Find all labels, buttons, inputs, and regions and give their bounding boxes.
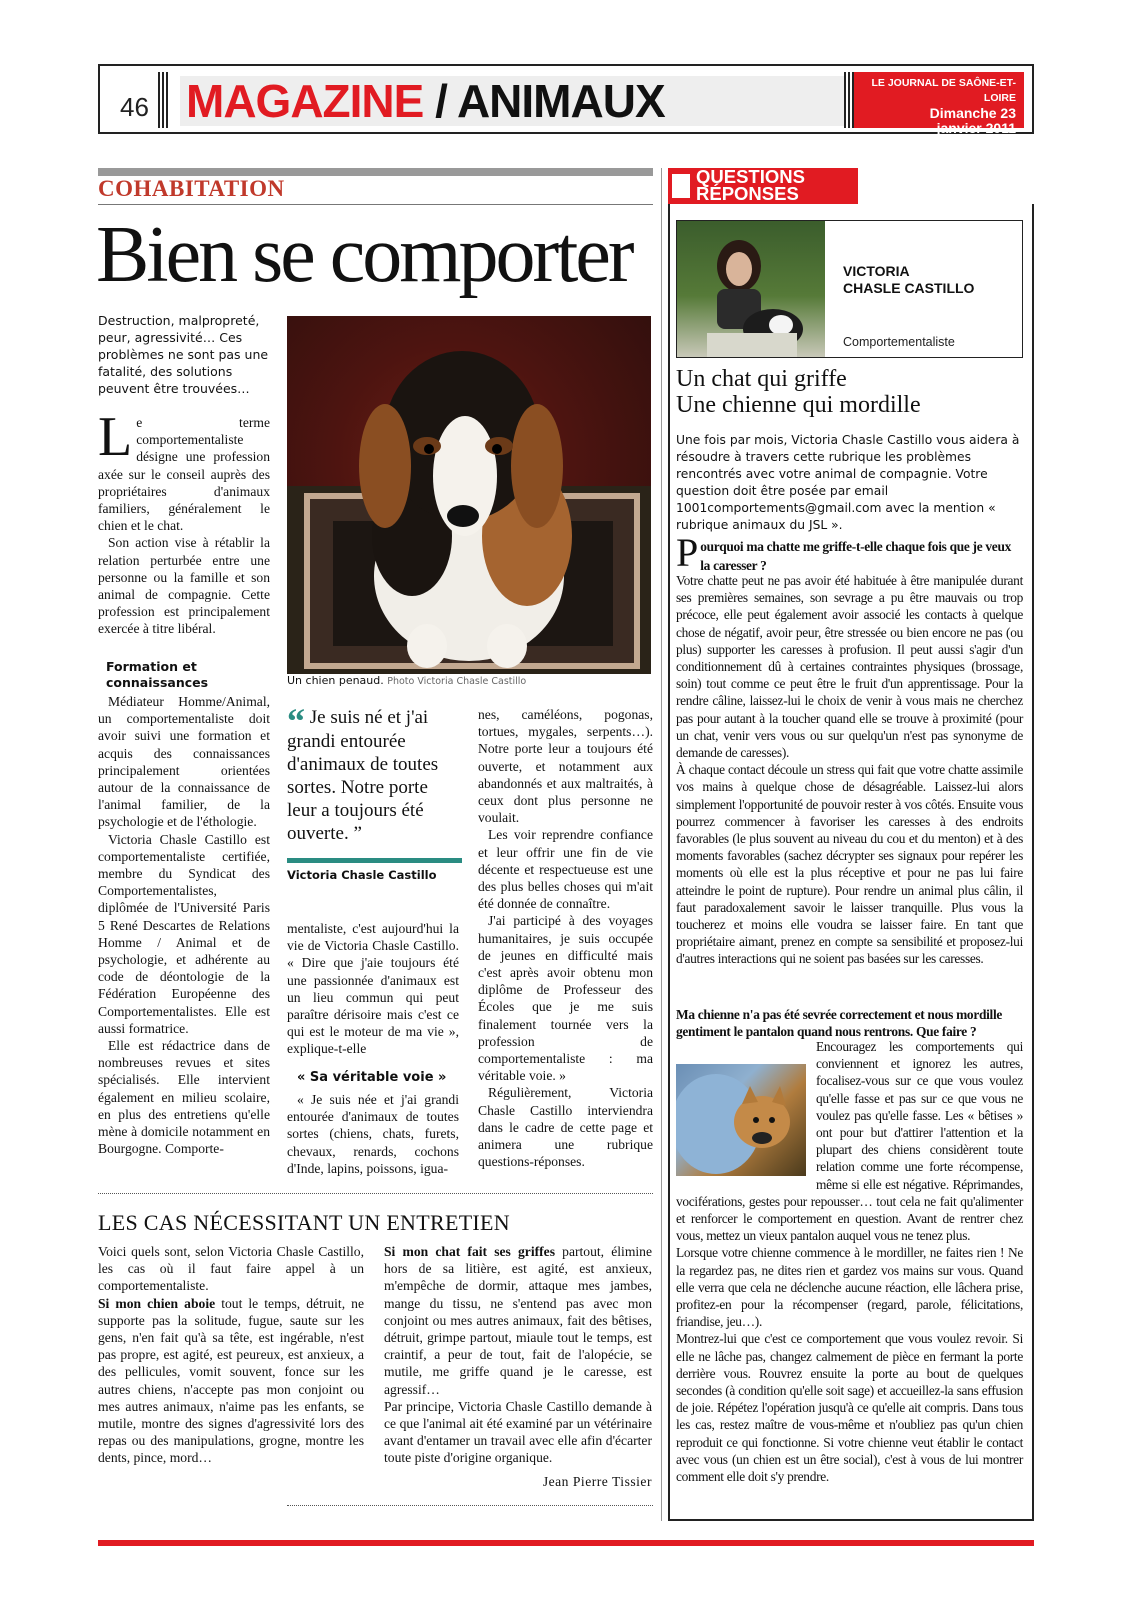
paragraph: Les voir reprendre confiance et leur offrir une fin de vie décente et respectueuse est une des plus belles choses qui m'ait été donnée de connaître. (478, 827, 653, 912)
dropcap: P (676, 530, 699, 575)
divider (98, 204, 653, 205)
article-column-1b (98, 693, 270, 1157)
qr-intro: Une fois par mois, Victoria Chasle Castillo vous aidera à résoudre à travers cette rubrique les problèmes rencontrés avec votre animal de compagnie. Votre question doit être posée par email 1001comportements@gmail.com avec la mention « rubrique animaux du JSL ». (676, 433, 1020, 532)
divider (98, 1193, 653, 1197)
paragraph: est négative. Réprimandes, vociférations, gestes pour repousser… tout cela ne fait qu'alimenter et renforcer le comportement en question. Avant de rentrer chez vous, mettez un vieux pantalon auquel vous ne tenez plus. (676, 1176, 1023, 1244)
author-last-name: CHASLE CASTILLO (843, 280, 975, 296)
paragraph: Encouragez les comportements qui conviennent et ignorez les autres, focalisez-vous sur ce que vous voulez qu'elle fasse et pas sur ce que vous ne voulez pas qu'elle fasse. Les « bêtises » ont pour but d'attirer l'attention et la plupart des chiens considèrent toute relation comme une forte récompense, même si elle (816, 1039, 1023, 1192)
author-illustration (677, 221, 825, 357)
header-stripe (158, 72, 168, 128)
rubric: COHABITATION (98, 176, 285, 201)
article-column-2b (287, 1091, 459, 1177)
puppy-illustration (287, 316, 651, 674)
page-number: 46 (120, 92, 149, 122)
question-1 (676, 530, 1023, 575)
paragraph: nes, caméléons, pogonas, tortues, mygales, serpents…). Notre porte leur a toujours été ouverte, et notamment aux abandonnés et aux maltraités, à ceux dont plus personne ne voulait. (478, 707, 653, 826)
photo-credit: Photo Victoria Chasle Castillo (387, 676, 527, 687)
caption-text: Un chien penaud. (287, 674, 384, 687)
article-lead: Destruction, malpropreté, peur, agressivité… Ces problèmes ne sont pas une fatalité, des solutions peuvent être trouvées… (98, 313, 269, 396)
quote-text: Je suis né et j'ai grandi entourée d'animaux de toutes sortes. Notre porte leur a toujours été ouverte. ” (287, 707, 439, 844)
quote-mark: “ (287, 701, 305, 741)
box-cat-bold: Si mon chat fait ses griffes (384, 1244, 555, 1259)
paragraph: Régulièrement, Victoria Chasle Castillo interviendra dans le cadre de cette page et animera une rubrique questions-réponses. (478, 1085, 653, 1170)
header-stripe (844, 72, 854, 128)
paragraph: e terme comportementaliste désigne une profession axée sur le conseil auprès des propriétaires d'animaux familiers, généralement le chien et le chat. (98, 415, 270, 534)
author-card (676, 220, 1023, 358)
author-photo (677, 221, 825, 357)
answer-1 (676, 572, 1023, 968)
journal-date-box (854, 72, 1024, 136)
article-column-1 (98, 406, 270, 638)
qr-title-line2: Une chienne qui mordille (676, 392, 921, 418)
author-name (843, 263, 974, 297)
subheading: Formation et connaissances (106, 659, 209, 690)
paragraph-wrap (676, 1038, 1023, 1244)
qr-label-line1: QUESTIONS (696, 166, 805, 187)
paragraph: À chaque contact découle un stress qui fait que votre chatte assimile vos mains à quelque chose de désagréable. Laissez-lui alors simplement l'opportunité de pouvoir rester à vos côtés. Ensuite vous pourrez commencer à favoriser les caresses à des endroits favorables (le plus souvent au niveau du cou et du menton) et à des moments favorables (sachez décrypter ses signaux pour repérer les moments où elle est la plus réceptive et pour ne pas lui faire atteindre le point de rupture). Pour rendre un animal plus câlin, il faut paradoxalement savoir le laisser tranquille. Plus vous la toucherez et moins elle voudra se laisser faire. En tant que propriétaire aimant, prenez en compte sa sensibilité et proposez-lui d'autres interactions qui ne soient pas basées sur les caresses. (676, 762, 1023, 967)
article-column-2 (287, 920, 459, 1058)
column-divider (661, 168, 662, 1521)
box-intro: Voici quels sont, selon Victoria Chasle Castillo, les cas où il faut faire appel à un comportementaliste. (98, 1244, 364, 1294)
question-text: ourquoi ma chatte me griffe-t-elle chaque fois que je veux la caresser ? (700, 539, 1011, 573)
question-2: Ma chienne n'a pas été sevrée correctement et nous mordille gentiment le pantalon quand nous rentrons. Que faire ? (676, 1007, 1003, 1039)
journal-name: LE JOURNAL DE SAÔNE-ET-LOIRE (871, 77, 1016, 104)
rubric-bar (98, 168, 653, 176)
answer-2 (676, 1038, 1023, 1485)
qr-label (668, 168, 858, 204)
article-column-3 (478, 706, 653, 1170)
paragraph: Victoria Chasle Castillo est comportementaliste certifiée, membre du Syndicat des Comportementalistes, diplômée de l'Université Paris 5 René Descartes de Relations Homme / Animal et de psychologie, et adhérente au code de déontologie de la Fédération Européenne des Comportementalistes. Elle est aussi formatrice. (98, 831, 270, 1036)
section-title (180, 76, 846, 126)
box-column-2 (384, 1243, 652, 1490)
paragraph: Lorsque votre chienne commence à le mordiller, ne faites rien ! Ne la regardez pas, ne dites rien et gardez vos mains sur vous. Quand elle verra que cela ne déclenche aucune réaction, elle lâchera prise, profitez-en pour la récompenser (regard, parole, félicitations, friandise, jeu…). (676, 1245, 1023, 1330)
puppy-photo (287, 316, 651, 674)
article-title: Bien se comporter (96, 211, 632, 299)
pull-quote (287, 701, 462, 845)
box-column-1 (98, 1243, 364, 1467)
paragraph: « Je suis née et j'ai grandi entourée d'animaux de toutes sortes (chiens, chats, furets, chevaux, renards, cochons d'Inde, lapins, poissons, igua- (287, 1092, 459, 1176)
paragraph: Son action vise à rétablir la relation perturbée entre une personne ou la famille et son animal de compagnie. Cette profession est principalement exercée à titre libéral. (98, 535, 270, 637)
box-cat-text: partout, élimine hors de sa litière, est agité, est anxieux, m'empêche de dormir, attaque mes jambes, mange du tissu, ne s'entend pas avec mon conjoint ou mes autres animaux, fait des bêtises, détruit, grimpe partout, miaule tout le temps, est craintif, a peur de tout, fait de l'alopécie, se mutile, me griffe quand je le caresse, est agressif… (384, 1244, 653, 1397)
dropcap: L (98, 406, 133, 468)
divider (287, 1505, 653, 1506)
photo-float (676, 1038, 816, 1176)
box-title: LES CAS NÉCESSITANT UN ENTRETIEN (98, 1210, 510, 1235)
box-cat-cases (384, 1243, 652, 1398)
date-line-1: Dimanche 23 (929, 105, 1016, 121)
paragraph: Elle est rédactrice dans de nombreuses revues et sites spécialisés. Elle intervient également en milieu scolaire, en plus des entretiens qu'elle mène à domicile notamment en Bourgogne. Comporte- (98, 1038, 270, 1157)
qr-title (676, 366, 921, 418)
paragraph: J'ai participé à des voyages humanitaires, je suis occupée de jeunes en difficulté mais c'est après avoir obtenu mon diplôme de Professeur des Écoles que je me suis finalement tournée vers la profession de comportementaliste : ma véritable voie. » (478, 913, 653, 1084)
subheading: « Sa véritable voie » (297, 1070, 447, 1085)
box-dog-bold: Si mon chien aboie (98, 1295, 216, 1311)
paragraph: Votre chatte peut ne pas avoir été habituée à être manipulée durant ses premières semaines, son sevrage a pu être mauvais ou trop précoce, elle peut également avoir associé les contacts à quelque chose de négatif, avoir peur, être stressée ou bien encore ne pas (ou plus) supporter les caresses à profusion. Il peut aussi s'agir d'un conditionnement dû à certaines contraintes physiques (brossage, soin) tout comme ce peut être le fruit d'un apprentissage. Pour la rendre câline, laissez-lui le choix de venir à vous mais ne cherchez pas pour autant à la toucher quand elle se trouve à proximité (pour un chat, venir vers vous ou sur quelqu'un n'est pas synonyme de demande de caresses). (676, 573, 1023, 761)
box-dog-cases (98, 1295, 364, 1467)
author-role: Comportementaliste (843, 335, 955, 349)
photo-caption (287, 674, 526, 687)
qr-label-line2: RÉPONSES (696, 183, 799, 204)
footer-rule (98, 1540, 1034, 1546)
page-header (98, 64, 1034, 134)
section-title-red: MAGAZINE (186, 75, 424, 127)
paragraph: Médiateur Homme/Animal, un comportementaliste doit avoir suivi une formation et acquis des connaissances principalement orientées autour de la connaissance de l'animal familier, de la psychologie et de l'éthologie. (98, 694, 270, 830)
quote-author: Victoria Chasle Castillo (287, 868, 437, 882)
paragraph: mentaliste, c'est aujourd'hui la vie de Victoria Chasle Castillo. « Dire que j'aie toujours été une passionnée d'animaux est un lieu commun qui peut paraître dérisoire mais c'est ce qui est le moteur de ma vie », explique-t-elle (287, 921, 459, 1057)
signature: Jean Pierre Tissier (542, 1473, 652, 1489)
quote-rule (287, 858, 462, 863)
paragraph: Montrez-lui que c'est ce comportement que vous voulez revoir. Si elle ne lâche pas, changez calmement de pièce en fermant la porte derrière vous. Rouvrez ensuite la porte au bout de quelques secondes (à condition qu'elle soit sage) et accueillez-la sans effusion de joie. Répétez l'opération jusqu'à ce qu'elle ait compris. Dans tous les cas, restez maître de vous-même et n'oubliez pas qu'un chien reproduit ce qui fonctionne. Si votre chienne veut établir le contact avec vous (un chien est un être social), c'est à vous de lui montrer comment elle doit s'y prendre. (676, 1331, 1023, 1485)
qr-title-line1: Un chat qui griffe (676, 366, 847, 392)
box-principle: Par principe, Victoria Chasle Castillo demande à ce que l'animal ait été examiné par un vétérinaire avant d'entamer un travail avec elle afin d'écarter toute piste d'origine organique. (384, 1398, 652, 1466)
date-line-2: janvier 2011 (936, 120, 1016, 136)
box-dog-text: tout le temps, détruit, ne supporte pas la solitude, fugue, saute sur les gens, n'en fait qu'à sa tête, est ingérable, n'est pas propre, est agité, est peureux, est anxieux, a des pellicules, vomit souvent, fonce sur les autres chiens, n'accepte pas mon conjoint ou mes autres animaux, n'aime pas les enfants, se mutile, montre des signes d'agressivité lors des repas ou des manipulations, grogne, montre les dents, pince, mord… (98, 1295, 364, 1466)
author-first-name: VICTORIA (843, 263, 910, 279)
section-title-black: / ANIMAUX (423, 75, 665, 127)
